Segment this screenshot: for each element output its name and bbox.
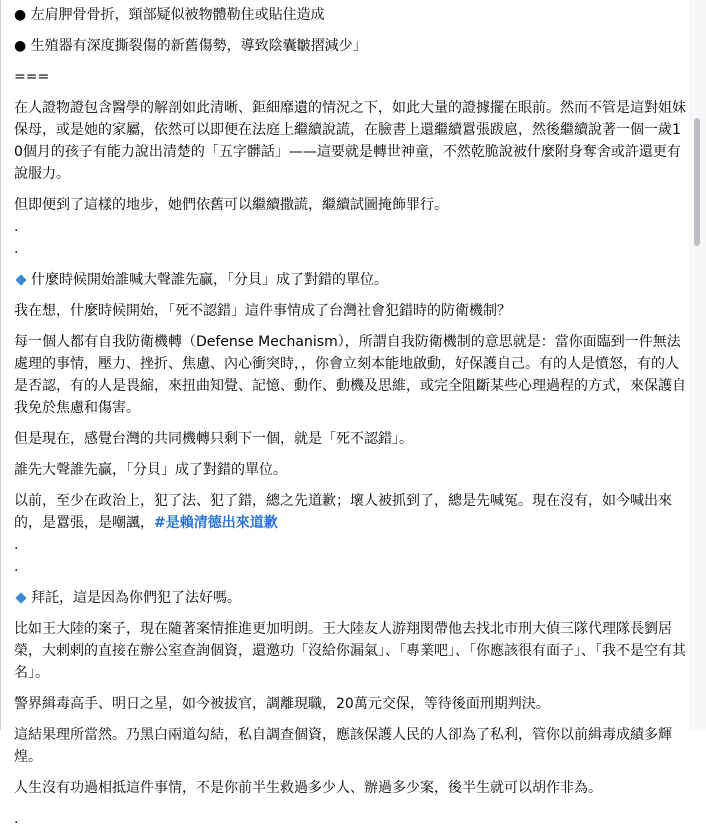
scrollbar-thumb[interactable]: [694, 118, 700, 246]
bullet-line: ● 生殖器有深度撕裂傷的新舊傷勢，導致陰囊皺摺減少」: [14, 38, 367, 54]
dot-line: .: [14, 241, 19, 257]
paragraph: 但即便到了這樣的地步，她們依舊可以繼續撒謊，繼續試圖掩飾罪行。: [14, 197, 448, 213]
paragraph: 人生沒有功過相抵這件事情，不是你前半生救過多少人、辦過多少案，後半生就可以胡作非為。: [14, 780, 602, 796]
section-heading-text: 拜託，這是因為你們犯了法好嗎。: [31, 590, 241, 606]
paragraph: 比如王大陸的案子，現在隨著案情推進更加明朗。王大陸友人游翔閔帶他去找北市刑大偵三隊代理隊長劉居榮，大剌剌的直接在辦公室查詢個資，還邀功「沒給你漏氣」、「專業吧」、「你應該很有面子」、「我不是空有其名」。: [14, 621, 686, 681]
blue-diamond-icon: [15, 592, 26, 603]
paragraph: 誰先大聲誰先贏，「分貝」成了對錯的單位。: [14, 462, 287, 478]
paragraph: 每一個人都有自我防衛機轉（Defense Mechanism），所謂自我防衛機制的意思就是：當你面臨到一件無法處理的事情，壓力、挫折、焦慮、內心衝突時，，你會立刻本能地啟動，好保護自己。有的人是憤怒，有的人是否認，有的人是畏縮，來扭曲知覺、記憶、動作、動機及思維，或完全阻斷某些心理過程的方式，來保護自我免於焦慮和傷害。: [14, 334, 686, 416]
dot-line: .: [14, 219, 19, 235]
section-heading-text: 什麼時候開始誰喊大聲誰先贏，「分貝」成了對錯的單位。: [31, 272, 388, 288]
dot-line: .: [14, 811, 19, 827]
paragraph: 這結果理所當然。乃黑白兩道勾結，私自調查個資，應該保護人民的人卻為了私利，管你以前緝毒成績多輝煌。: [14, 727, 672, 765]
section-heading: [14, 587, 689, 609]
bullet-line: ● 左肩胛骨骨折，頸部疑似被物體勒住或貼住造成: [14, 7, 325, 23]
paragraph: 但是現在，感覺台灣的共同機轉只剩下一個，就是「死不認錯」。: [14, 431, 413, 447]
dot-line: .: [14, 537, 19, 553]
dot-line: .: [14, 559, 19, 575]
paragraph: 警界緝毒高手、明日之星，如今被拔官，調離現職，20萬元交保，等待後面刑期判決。: [14, 696, 550, 712]
scrollbar-track[interactable]: [689, 0, 706, 730]
blue-diamond-icon: [15, 274, 26, 285]
separator-text: ===: [14, 69, 50, 85]
paragraph-text: 以前，至少在政治上，犯了法、犯了錯，總之先道歉；壞人被抓到了，總是先喊冤。現在沒有，如今喊出來的，是囂張，是嘲諷，: [14, 493, 672, 531]
paragraph: 我在想，什麼時候開始，「死不認錯」這件事情成了台灣社會犯錯時的防衛機制？: [14, 303, 511, 319]
paragraph: 在人證物證包含醫學的解剖如此清晰、鉅細靡遺的情況之下，如此大量的證據擺在眼前。然而不管是這對姐妹保母，或是她的家屬，依然可以即便在法庭上繼續說謊，在臉書上還繼續囂張跋扈，然後繼續說著一個一歲10個月的孩子有能力說出清楚的「五字髒話」——這要就是轉世神童，不然乾脆說被什麼附身奪舍或許還更有說服力。: [14, 100, 686, 182]
paragraph: [14, 490, 689, 534]
hashtag-link[interactable]: #是賴清德出來道歉: [154, 515, 278, 531]
section-heading: [14, 269, 689, 291]
